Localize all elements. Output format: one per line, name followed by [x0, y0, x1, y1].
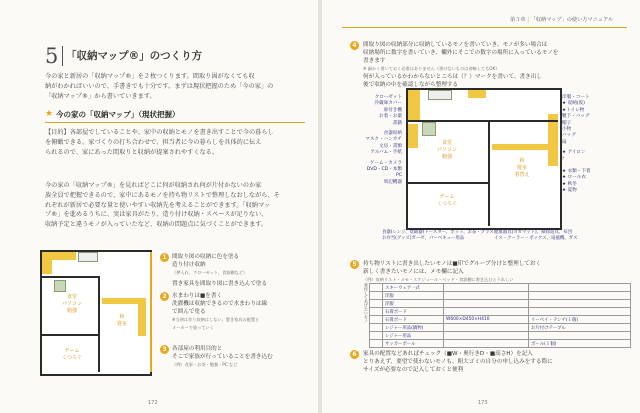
page-number: 173	[478, 400, 488, 406]
inventory-table	[369, 283, 631, 348]
step-4-badge: 4	[350, 41, 359, 50]
room-label: 和 寝室 着替え	[514, 158, 530, 178]
step-3: 各部屋の利用目的と そこで家族が行っていることを書き込む （例）食事・お茶・勉強・PC など	[172, 346, 273, 367]
table-row: スキーウェア一式	[370, 284, 631, 292]
room-label: 食堂 パソコン 勉強	[62, 294, 82, 314]
heading-rule	[45, 122, 305, 123]
table-row: 洋服	[370, 292, 631, 300]
table-row: サッカーボール ボール(１個)	[370, 340, 631, 348]
step-2: 水まわりは■を書く 洗濯機は収納できるので水まわりは線 で囲んで塗る ※当初は作り収納はしない。置き家具の配置と メーカーで塗っていく	[172, 293, 268, 330]
step-rail	[150, 252, 152, 372]
room-label: 和 寝室	[116, 314, 127, 327]
step-5: 持ち物リストに書き出したいモノは■印でグループ分けと整理しておく 新しく書きたいモノには、メモ欄に記入 （例）収納リスト・メモ・スケジュール・ベッド・食器棚に書き込むとうれしい	[363, 261, 542, 282]
body-paragraph: 今の家の「収納マップ®」を見ればどこに何が収納され何が片付かないのか家 族全員で把握できるので、家中にあるモノを持ち物リストで整理しなおしながら、そ れぞれが新居で必要な量と使いやすい収納先を考えることができます。「収納マッ プ®」を進めるうちに、実は家具がたり、造り付け収納・スペースが足りない、 収納予定と違うモノが入っていたなど、収納の問題点に気づくことができます。	[45, 182, 280, 229]
floorplan-small	[40, 250, 152, 376]
table-row: レジャー用品	[370, 332, 631, 340]
star-icon: ★	[45, 109, 54, 119]
room-label: ゲーム くつろぐ	[436, 194, 457, 207]
storage-labels-right: 洋服・コート ★ 収納(仮) ★トイレ物 靴下・バッグ 帽子 小物 バッグ 扇 ★ アイロン ？ ★ 衣類・下着 ★ ロール衣 ★ 秋冬 ★ 夏物	[562, 95, 591, 194]
table-row: 石膏ボード W600×D450×H410 リーベイ・テンチ(１個)	[370, 316, 631, 324]
left-page	[0, 0, 318, 413]
section-divider	[62, 46, 63, 66]
floorplan-large	[406, 88, 562, 230]
plan-notes-right: 健康器具(ヨガマット)、掃除道具、布団 イス・クーラー・ボックス、扇風機、ガス	[494, 230, 578, 242]
table-side-label: 寄付してあげたいモノ	[364, 283, 369, 323]
header-rule	[342, 27, 627, 28]
step-1: 間取り図の収納に色を塗る 造り付け収納 （押入れ、クローゼット、食器棚など）	[172, 254, 248, 275]
step-4: 間取り図の収納部分に収納しているモノを書いていき、モノが多い場合は 収納場所に数字を書いていき、欄外にそこでの数字の場所に入っているモノを 書きます ※ 細かく書いておく必要はありません（書けないものは省略してもOK） 何が入っているかわからないところは（？）マークを書いて、書き出し 後で収納の中を確認しながら整理する	[363, 42, 559, 88]
section-title: 「収納マップ®」のつくり方	[66, 50, 203, 62]
storage-labels-left: クローゼット 冷蔵庫カバー 扉付き棚 お着・お薬 書籍 食器収納 マスク・ハンカチ 文房・書類 アルバム・手紙 ゲーム・カメラ DVD・CD・本類 PC 周辺機器	[365, 95, 402, 185]
step-1b: 置き家具を間取り図に書き込んで塗る	[172, 281, 268, 287]
right-page	[322, 0, 640, 413]
table-row: 洋服	[370, 300, 631, 308]
step-1-badge: 1	[160, 253, 169, 262]
sub-heading: 今の家の「収納マップ」（現状把握）	[56, 110, 180, 119]
table-row: レジャー用品(鍋物) お片付けテーブル	[370, 324, 631, 332]
step-3-badge: 3	[160, 345, 169, 354]
step-6: 家具の配置などあればチェック（■W・奥行きD・■高さH）を記入 とりあえず、要望で使わないモノも、粗大ゴミの自分の申し込みをする際に サイズが必要なので記入しておくと便利	[363, 351, 553, 373]
step-2-badge: 2	[160, 292, 169, 301]
step-5-badge: 5	[350, 260, 359, 269]
running-header: 第３章 | 「収納マップ」の使い方マニュアル	[510, 17, 614, 23]
plan-notes-left: 食器(レンジ、炊飯器)トースター、ポット、お茶・グラス お弁当(グッズ)ガーゼ、バーベキュー用品	[382, 230, 494, 242]
section-number: 5	[45, 44, 59, 68]
page-number: 172	[148, 400, 158, 406]
purpose-paragraph: 【目的】各部屋でしていることや、家中の収納とモノを書き出すことで今の暮らし を俯瞰できる。家づくりの打ち合わせで、担当者に今の暮らしを具体的に伝え られるので、家にあった間取りと収納が提案されやすくなる。	[45, 129, 274, 156]
room-label: 食堂 パソコン 勉強	[437, 140, 457, 160]
step-6-badge: 6	[350, 350, 359, 359]
table-row: 石膏ボード	[370, 308, 631, 316]
intro-paragraph: 今の家と新居の「収納マップ®」を２枚つくります。間取り図がなくても収 納がわかればいいので、手書きでも十分です。まずは現状把握のため「今の家」の 「収納マップ®」から書いていきます。	[45, 73, 274, 100]
room-label: ゲーム くつろぐ	[61, 348, 82, 361]
